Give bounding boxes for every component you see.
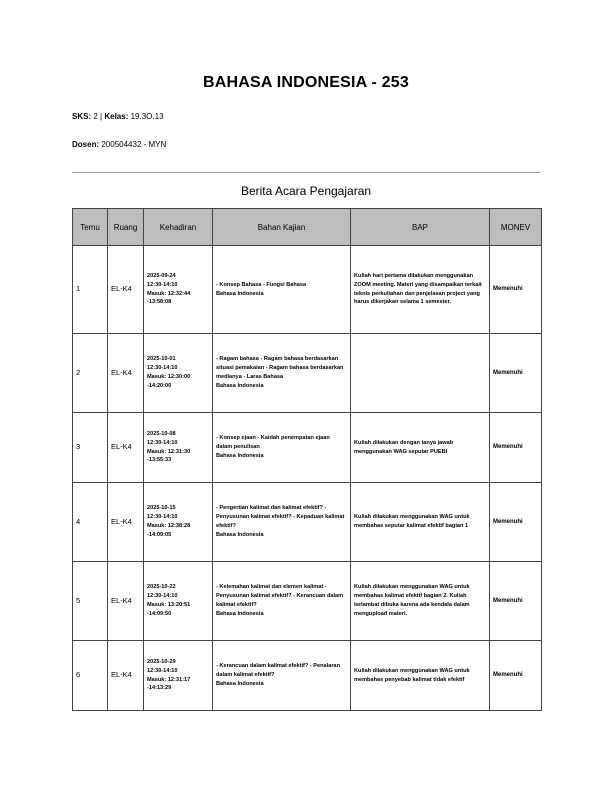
cell-temu: 2 [73, 334, 108, 413]
cell-ruang: EL-K4 [108, 562, 144, 641]
sks-label: SKS: [72, 112, 92, 121]
cell-bahan-kajian: - Kerancuan dalam kalimat efektif? - Penalaran dalam kalimat efektif? Bahasa Indonesia [216, 663, 341, 687]
cell-monev: Memenuhi [490, 562, 542, 641]
dosen-value: 200504432 - MYN [101, 140, 167, 149]
cell-bap: Kuliah dilakukan dengan tanya jawab menggunakan WAG seputar PUEBI [351, 413, 490, 483]
cell-kehadiran: 2025-10-15 12:30-14:10 Masuk: 12:38:28 -14:09:05 [147, 505, 191, 538]
cell-ruang: EL-K4 [108, 246, 144, 334]
divider [72, 172, 540, 173]
table-row [73, 413, 542, 483]
cell-temu: 6 [73, 641, 108, 711]
cell-ruang: EL-K4 [108, 413, 144, 483]
cell-bahan-kajian: - Konsep Bahasa - Fungsi Bahasa Bahasa Indonesia [216, 281, 307, 297]
table-row [73, 562, 542, 641]
separator: | [100, 112, 103, 121]
document-title: BAHASA INDONESIA - 253 [203, 74, 409, 91]
header-ruang: Ruang [108, 209, 144, 246]
table-row [73, 641, 542, 711]
cell-bap: Kuliah dilakukan menggunakan WAG untuk membahas kalimat efektif bagian 2. Kuliah terlambat dibuka karena ada kendala dalam mengupload materi. [351, 562, 490, 641]
cell-monev: Memenuhi [490, 641, 542, 711]
header-monev: MONEV [490, 209, 542, 246]
cell-monev: Memenuhi [490, 246, 542, 334]
section-title: Berita Acara Pengajaran [240, 184, 372, 198]
cell-bahan-kajian: - Konsep ejaan - Kaidah penempatan ejaan dalam penulisan Bahasa Indonesia [216, 435, 330, 459]
cell-kehadiran: 2025-10-01 12:30-14:10 Masuk: 12:30:00 -14:20:00 [147, 356, 191, 389]
cell-ruang: EL-K4 [108, 334, 144, 413]
teaching-record-table [72, 208, 542, 711]
cell-bap: Kuliah dilakukan menggunakan WAG untuk membahas penyebab kalimat tidak efektif [351, 641, 490, 711]
cell-ruang: EL-K4 [108, 483, 144, 562]
cell-temu: 3 [73, 413, 108, 483]
course-info [72, 112, 164, 121]
cell-bahan-kajian: - Pengertian kalimat dan kalimat efektif? - Penyusunan kalimat efektif? - Kepaduan kalimat efektif? Bahasa Indonesia [216, 505, 345, 538]
cell-bahan-kajian: - Ragam bahasa - Ragam bahasa berdasarkan situasi pemakaian - Ragam bahasa berdasarkan medianya - Laras Bahasa Bahasa Indonesia [216, 356, 344, 389]
cell-temu: 5 [73, 562, 108, 641]
header-bap: BAP [351, 209, 490, 246]
cell-kehadiran: 2025-10-29 12:30-14:10 Masuk: 12:31:17 -14:13:29 [147, 658, 191, 692]
cell-monev: Memenuhi [490, 334, 542, 413]
cell-ruang: EL-K4 [108, 641, 144, 711]
table-row [73, 483, 542, 562]
table-row [73, 246, 542, 334]
cell-bap: Kuliah dilakukan menggunakan WAG untuk membahas seputar kalimat efektif bagian 1 [351, 483, 490, 562]
kelas-label: Kelas: [104, 112, 129, 121]
cell-bap: Kuliah hari pertama dilakukan menggunakan ZOOM meeting. Materi yang disampaikan terkait teknis perkuliahan dan penjelasan project yang harus dikerjakan selama 1 semester. [351, 246, 490, 334]
cell-kehadiran: 2025-09-24 12:30-14:10 Masuk: 12:32:44 -13:58:08 [147, 272, 191, 306]
table-row [73, 334, 542, 413]
cell-bap [351, 334, 490, 413]
table-header-row [73, 209, 542, 246]
header-temu: Temu [73, 209, 108, 246]
cell-bahan-kajian: - Kelemahan kalimat dan elemen kalimat - Penyusunan kalimat efektif? - Kerancuan dalam kalimat efektif? Bahasa Indonesia [216, 584, 344, 617]
cell-monev: Memenuhi [490, 483, 542, 562]
cell-kehadiran: 2025-10-22 12:30-14:10 Masuk: 13:20:51 -14:09:50 [147, 584, 191, 617]
header-bahan-kajian: Bahan Kajian [213, 209, 351, 246]
sks-value: 2 [93, 112, 98, 121]
lecturer-info [72, 140, 166, 149]
cell-monev: Memenuhi [490, 413, 542, 483]
cell-temu: 4 [73, 483, 108, 562]
dosen-label: Dosen: [72, 140, 100, 149]
header-kehadiran: Kehadiran [144, 209, 213, 246]
cell-temu: 1 [73, 246, 108, 334]
cell-kehadiran: 2025-10-08 12:30-14:10 Masuk: 12:31:30 -13:55:33 [147, 430, 191, 464]
kelas-value: 19.3O.13 [130, 112, 164, 121]
